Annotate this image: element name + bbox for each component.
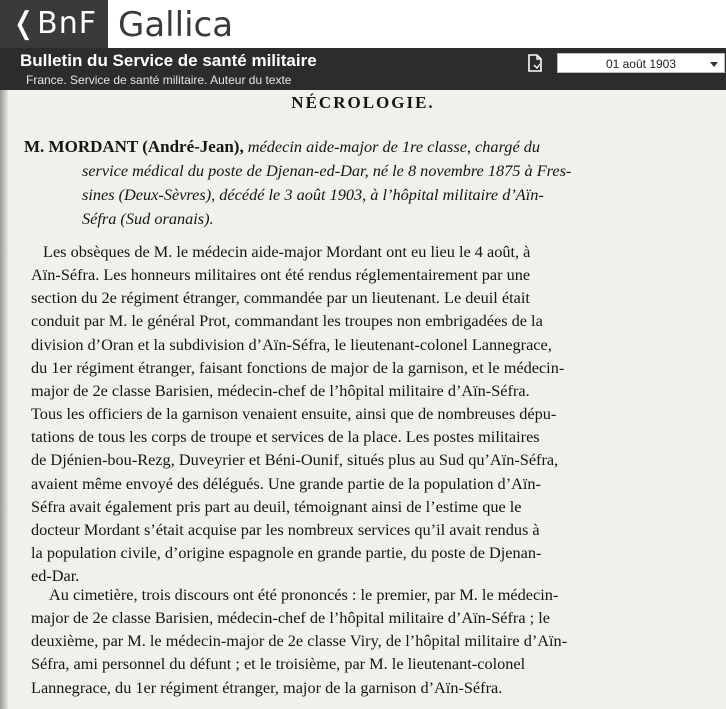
bnf-logo[interactable]: ❬BnF — [0, 0, 108, 48]
text-line: tations de tous les corps de troupe et services de la place. Les postes militaires — [31, 427, 540, 447]
text-line: Lannegrace, du 1er régiment étranger, major de la garnison d’Aïn-Séfra. — [31, 677, 503, 697]
issue-date-value: 01 août 1903 — [605, 57, 677, 71]
text-line: avaient même envoyé des délégués. Une grande partie de la population d’Aïn- — [31, 473, 541, 493]
document-title[interactable]: Bulletin du Service de santé militaire — [20, 51, 317, 70]
document-header — [0, 48, 726, 90]
scanned-page — [0, 90, 726, 709]
text-line: division d’Oran et la subdivision d’Aïn-Séfra, le lieutenant-colonel Lannegrace, — [31, 334, 552, 354]
text-line: ed-Dar. — [31, 566, 80, 586]
text-line: Au cimetière, trois discours ont été prononcés : le premier, par M. le médecin- — [49, 585, 559, 604]
page-heading: NÉCROLOGIE. — [291, 93, 435, 112]
text-line: Les obsèques de M. le médecin aide-major Mordant ont eu lieu le 4 août, à — [43, 242, 531, 261]
gallica-title[interactable]: Gallica — [118, 5, 234, 45]
page-icon[interactable] — [525, 53, 545, 73]
text-line: deuxième, par M. le médecin-major de 2e classe Viry, de l’hôpital militaire d’Aïn- — [31, 631, 568, 651]
intro-line: sines (Deux-Sèvres), décédé le 3 août 1903, à l’hôpital militaire d’Aïn- — [82, 185, 544, 204]
text-line: Séfra avait également pris part au deuil, témoignant ainsi de l’estime que le — [31, 496, 522, 516]
intro-line: service médical du poste de Djenan-ed-Dar, né le 8 novembre 1875 à Fres- — [82, 161, 572, 180]
intro-line: Séfra (Sud oranais). — [82, 209, 214, 228]
text-line: du 1er régiment étranger, faisant fonctions de major de la garnison, et le médecin- — [31, 357, 565, 377]
paragraph-cemetery — [31, 583, 567, 699]
text-line: section du 2e régiment étranger, commandée par un lieutenant. Le deuil était — [31, 288, 530, 308]
chevron-down-icon — [710, 62, 718, 67]
text-line: major de 2e classe Barisien, médecin-chef de l’hôpital militaire d’Aïn-Séfra. — [31, 380, 530, 400]
issue-date-select[interactable] — [557, 53, 725, 73]
document-author[interactable]: France. Service de santé militaire. Auteur du texte — [26, 73, 292, 87]
text-line: major de 2e classe Barisien, médecin-chef de l’hôpital militaire d’Aïn-Séfra ; le — [31, 608, 550, 628]
deceased-name: M. MORDANT (André-Jean), — [24, 137, 244, 156]
text-line: la population civile, d’origine espagnole en grande partie, du poste de Djenan- — [31, 543, 542, 563]
paragraph-funeral — [31, 240, 564, 587]
text-line: Aïn-Séfra. Les honneurs militaires ont été rendus réglementairement par une — [31, 265, 531, 285]
text-line: Tous les officiers de la garnison venaient ensuite, ainsi que de nombreuses dépu- — [31, 404, 557, 424]
obituary-intro — [24, 135, 571, 231]
top-bar — [0, 0, 726, 48]
text-line: de Djénien-bou-Rezg, Duveyrier et Béni-Ounif, situés plus au Sud qu’Aïn-Séfra, — [31, 450, 559, 470]
intro-line: médecin aide-major de 1re classe, chargé du — [243, 137, 541, 156]
text-line: conduit par M. le général Prot, commandant les troupes non embrigadées de la — [31, 311, 543, 331]
text-line: Séfra, ami personnel du défunt ; et le troisième, par M. le lieutenant-colonel — [31, 654, 526, 674]
page-edge-shadow — [0, 90, 8, 709]
text-line: docteur Mordant s’était acquise par les nombreux services qu’il avait rendus à — [31, 519, 540, 539]
